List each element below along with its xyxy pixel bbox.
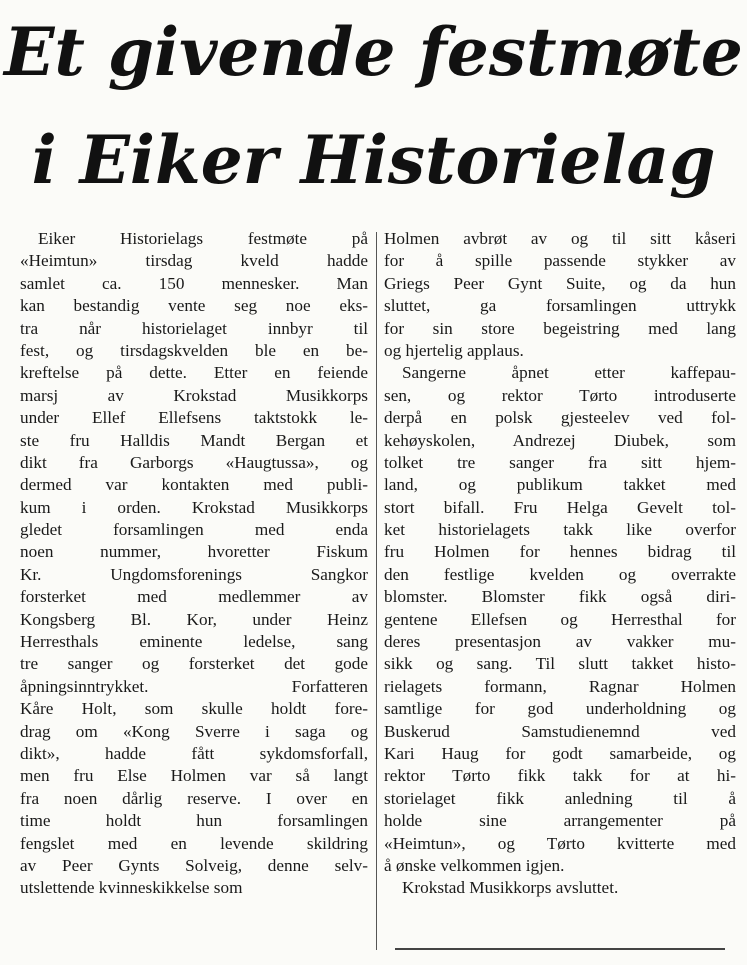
article-text-line: samtlige for god underholdning og [384,699,736,719]
article-text-line: sen, og rektor Tørto introduserte [384,385,736,405]
article-text-line: men fru Else Holmen var så langt [20,766,368,786]
article-text-line: fra noen dårlig reserve. I over en [20,788,368,808]
article-text-line: Eiker Historielags festmøte på [38,229,368,248]
article-text-line: noen nummer, hvoretter Fiskum [20,542,368,562]
article-text-line: tre sanger og forsterket det gode [20,654,368,674]
article-text-line: Griegs Peer Gynt Suite, og da hun [384,273,736,293]
article-text-line: å ønske velkommen igjen. [384,855,565,875]
article-text-line: og hjertelig applaus. [384,340,524,360]
article-text-line: stort bifall. Fru Helga Gevelt tol- [384,497,736,517]
article-text-line: kreftelse på dette. Etter en feiende [20,363,368,383]
article-text-line: sluttet, ga forsamlingen uttrykk [384,296,736,316]
article-text-line: Kongsberg Bl. Kor, under Heinz [20,609,368,629]
headline-line-1: Et givende festmøte [4,13,743,91]
article-text-line: marsj av Krokstad Musikkorps [20,385,368,405]
article-column-left [20,228,368,900]
article-text-line: Kari Haug for godt samarbeide, og [384,743,736,763]
article-text-line: fengslet med en levende skildring [20,833,368,853]
article-text-line: kan bestandig vente seg noe eks- [20,296,368,316]
article-text-line: deres presentasjon av vakker mu- [384,632,736,652]
article-text-line: for sin store begeistring med lang [384,318,736,338]
article-text-line: rektor Tørto fikk takk for at hi- [384,766,736,786]
article-text-line: Herresthals eminente ledelse, sang [20,632,368,652]
article-text-line: gentene Ellefsen og Herresthal for [384,609,736,629]
article-text-line: av Peer Gynts Solveig, denne selv- [20,855,368,875]
article-text-line: tra når historielaget innbyr til [20,318,368,338]
bottom-rule [395,948,725,950]
article-text-line: «Heimtun» tirsdag kveld hadde [20,251,368,271]
article-text-line: fru Holmen for hennes bidrag til [384,542,736,562]
article-text-line: Sangerne åpnet etter kaffepau- [402,363,736,383]
article-text-line: derpå en polsk gjesteelev ved fol- [384,408,736,428]
article-text-line: kum i orden. Krokstad Musikkorps [20,497,368,517]
article-text-line: sikk og sang. Til slutt takket histo- [384,654,736,674]
article-text-line: Holmen avbrøt av og til sitt kåseri [384,229,736,248]
article-text-line: ste fru Halldis Mandt Bergan et [20,430,368,450]
article-text-line: Krokstad Musikkorps avsluttet. [402,878,619,898]
article-text-line: gledet forsamlingen med enda [20,520,368,540]
article-text-line: samlet ca. 150 mennesker. Man [20,273,368,293]
article-text-line: forsterket med medlemmer av [20,587,368,607]
article-text-line: Kåre Holt, som skulle holdt fore- [20,699,368,719]
article-text-line: storielaget fikk anledning til å [384,788,736,808]
article-text-line: dikt», hadde fått sykdomsforfall, [20,743,368,763]
column-divider [376,232,377,950]
article-text-line: dermed var kontakten med publi- [20,475,368,495]
article-text-line: drag om «Kong Sverre i saga og [20,721,368,741]
article-text-line: blomster. Blomster fikk også diri- [384,587,736,607]
article-text-line: Buskerud Samstudienemnd ved [384,721,736,741]
article-text-line: time holdt hun forsamlingen [20,811,368,831]
article-text-line: utslettende kvinneskikkelse som [20,878,243,898]
article-text-line: fest, og tirsdagskvelden ble en be- [20,340,368,360]
article-text-line: rielagets formann, Ragnar Holmen [384,676,736,696]
article-text-line: kehøyskolen, Andrezej Diubek, som [384,430,736,450]
article-text-line: åpningsinntrykket. Forfatteren [20,676,368,696]
article-text-line: dikt fra Garborgs «Haugtussa», og [20,452,368,472]
article-text-line: tolket tre sanger fra sitt hjem- [384,452,736,472]
headline-line-2: i Eiker Historielag [31,121,716,199]
article-text-line: «Heimtun», og Tørto kvitterte med [384,833,736,853]
article-text-line: land, og publikum takket med [384,475,736,495]
article-text-line: den festlige kvelden og overrakte [384,564,736,584]
article-text-line: Kr. Ungdomsforenings Sangkor [20,564,368,584]
article-column-right [384,228,736,900]
article-text-line: holde sine arrangementer på [384,811,736,831]
article-text-line: under Ellef Ellefsens taktstokk le- [20,408,368,428]
article-text-line: ket historielagets takk like overfor [384,520,736,540]
article-text-line: for å spille passende stykker av [384,251,736,271]
